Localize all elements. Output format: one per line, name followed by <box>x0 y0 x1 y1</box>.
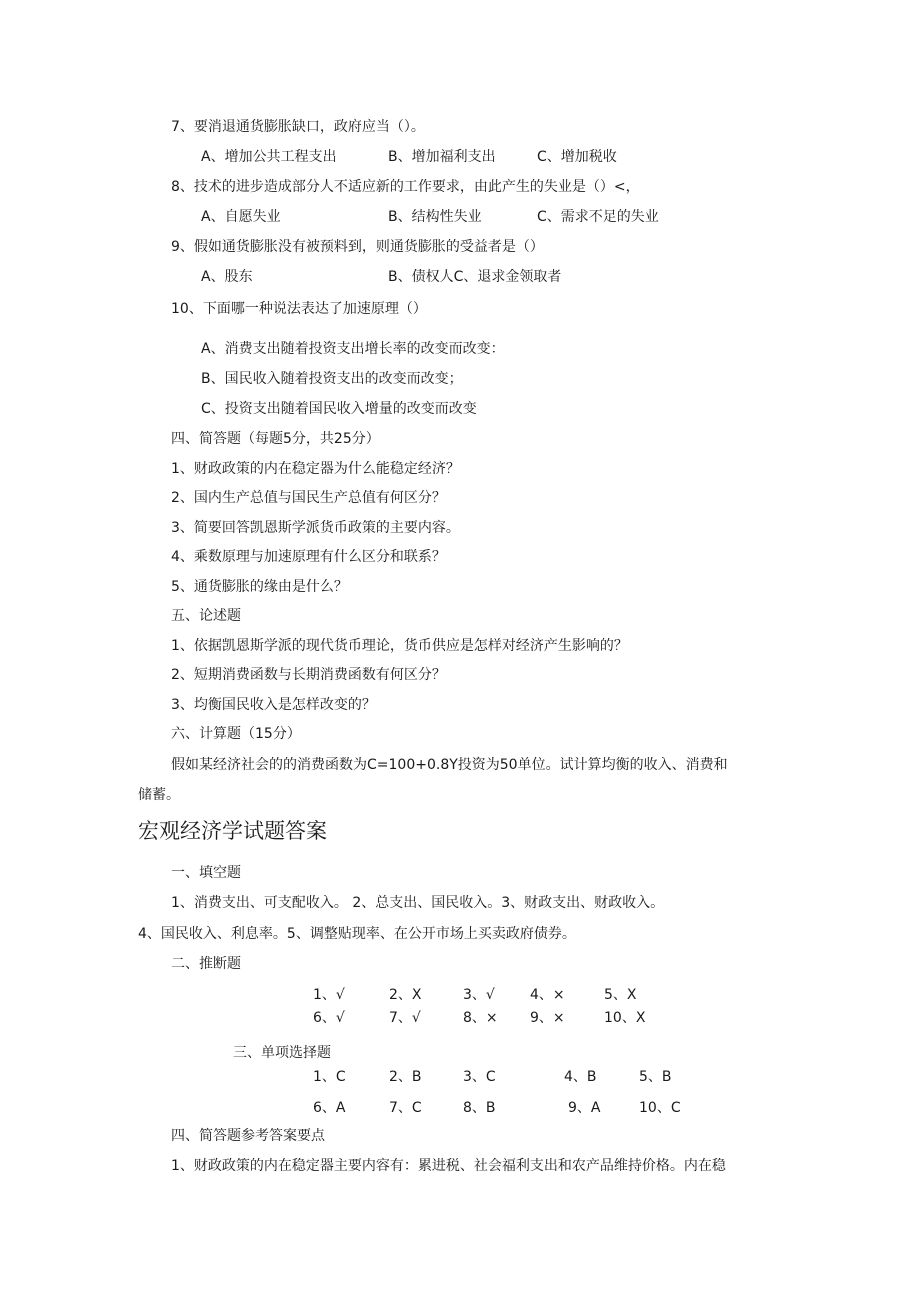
answer-cell: 7、C <box>389 1100 422 1116</box>
answers-judge-heading: 二、推断题 <box>171 956 241 972</box>
section4-item: 4、乘数原理与加速原理有什么区分和联系？ <box>171 549 446 565</box>
q10-option-a: A、消费支出随着投资支出增长率的改变而改变： <box>201 341 505 357</box>
q7-stem: 7、要消退通货膨胀缺口，政府应当（）。 <box>171 119 425 135</box>
q7-option-a: A、增加公共工程支出 <box>201 149 337 165</box>
answer-cell: 2、B <box>389 1069 422 1085</box>
answers-single-heading: 三、单项选择题 <box>233 1045 331 1061</box>
answers-fill-heading: 一、填空题 <box>171 865 241 881</box>
section4-item: 3、简要回答凯恩斯学派货币政策的主要内容。 <box>171 520 460 536</box>
q8-stem: 8、技术的进步造成部分人不适应新的工作要求，由此产生的失业是（）<， <box>171 179 640 195</box>
section6-heading: 六、计算题（15分） <box>171 726 301 742</box>
answer-cell: 6、√ <box>313 1010 345 1026</box>
answers-fill-line: 1、消费支出、可支配收入。 2、总支出、国民收入。3、财政支出、财政收入。 <box>171 895 665 911</box>
section5-item: 3、均衡国民收入是怎样改变的？ <box>171 697 376 713</box>
answer-cell: 1、C <box>313 1069 346 1085</box>
answers-fill-line: 4、国民收入、利息率。5、调整贴现率、在公开市场上买卖政府债券。 <box>138 926 576 942</box>
q9-option-bc: B、债权人C、退求金领取者 <box>388 269 562 285</box>
answer-cell: 1、√ <box>313 987 345 1003</box>
answer-cell: 8、× <box>463 1010 498 1026</box>
answer-cell: 10、X <box>604 1010 646 1026</box>
section5-item: 2、短期消费函数与长期消费函数有何区分？ <box>171 667 446 683</box>
answer-cell: 4、B <box>564 1069 597 1085</box>
answer-cell: 5、X <box>604 987 637 1003</box>
q7-option-c: C、增加税收 <box>537 149 617 165</box>
answer-cell: 6、A <box>313 1100 346 1116</box>
q9-option-a: A、股东 <box>201 269 253 285</box>
answer-cell: 10、C <box>639 1100 681 1116</box>
q8-option-b: B、结构性失业 <box>388 209 482 225</box>
section6-body: 假如某经济社会的的消费函数为C=100+0.8Y投资为50单位。试计算均衡的收入、消费和 <box>171 757 728 773</box>
answer-cell: 7、√ <box>389 1010 421 1026</box>
answer-cell: 9、× <box>530 1010 565 1026</box>
answer-cell: 4、× <box>530 987 565 1003</box>
section5-item: 1、依据凯恩斯学派的现代货币理论，货币供应是怎样对经济产生影响的？ <box>171 638 628 654</box>
section5-heading: 五、论述题 <box>171 608 241 624</box>
answer-cell: 3、√ <box>463 987 495 1003</box>
q7-option-b: B、增加福利支出 <box>388 149 496 165</box>
section4-item: 1、财政政策的内在稳定器为什么能稳定经济？ <box>171 461 460 477</box>
answers-title: 宏观经济学试题答案 <box>138 819 327 843</box>
q9-stem: 9、假如通货膨胀没有被预料到，则通货膨胀的受益者是（） <box>171 239 544 255</box>
q8-option-c: C、需求不足的失业 <box>537 209 659 225</box>
answer-cell: 5、B <box>639 1069 672 1085</box>
answers-short-line: 1、财政政策的内在稳定器主要内容有：累进税、社会福利支出和农产品维持价格。内在稳 <box>171 1158 726 1174</box>
section4-item: 2、国内生产总值与国民生产总值有何区分？ <box>171 490 446 506</box>
answers-short-heading: 四、简答题参考答案要点 <box>171 1128 325 1144</box>
q8-option-a: A、自愿失业 <box>201 209 281 225</box>
answer-cell: 2、X <box>389 987 422 1003</box>
q10-option-b: B、国民收入随着投资支出的改变而改变； <box>201 371 463 387</box>
q10-stem: 10、下面哪一种说法表达了加速原理（） <box>171 301 427 317</box>
section4-item: 5、通货膨胀的缘由是什么？ <box>171 579 348 595</box>
answer-cell: 3、C <box>463 1069 496 1085</box>
answer-cell: 8、B <box>463 1100 496 1116</box>
answer-cell: 9、A <box>568 1100 601 1116</box>
q10-option-c: C、投资支出随着国民收入增量的改变而改变 <box>201 401 477 417</box>
section6-body-cont: 储蓄。 <box>138 787 180 803</box>
section4-heading: 四、简答题（每题5分，共25分） <box>171 431 380 447</box>
